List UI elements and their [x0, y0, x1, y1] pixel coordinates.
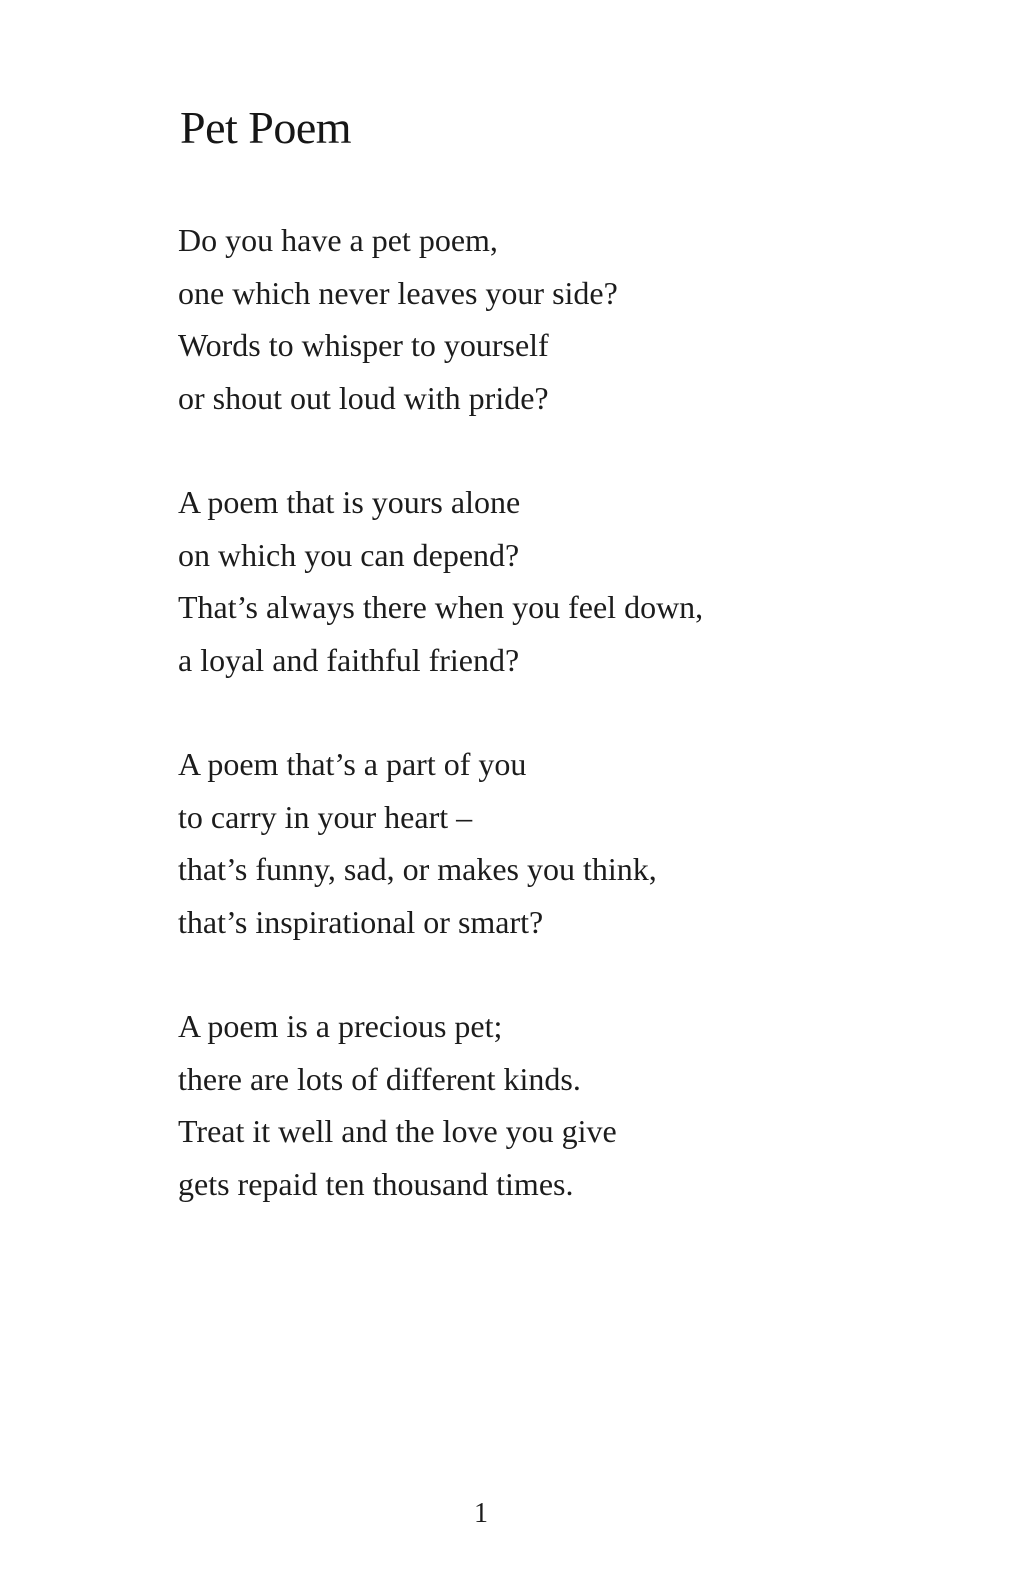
stanza-1	[178, 214, 618, 424]
stanza-3	[178, 738, 657, 948]
poem-line: that’s funny, sad, or makes you think,	[178, 851, 657, 887]
poem-line: on which you can depend?	[178, 536, 520, 573]
poem-line: there are lots of different kinds.	[178, 1060, 581, 1097]
poem-line: to carry in your heart –	[178, 798, 473, 835]
poem-title: Pet Poem	[180, 102, 352, 153]
poem-line: one which never leaves your side?	[178, 274, 618, 311]
poem-line: Words to whisper to yourself	[178, 327, 549, 363]
stanza-4	[178, 1000, 617, 1210]
page-number: 1	[474, 1498, 488, 1529]
stanza-2	[178, 476, 703, 686]
poem-line: gets repaid ten thousand times.	[178, 1165, 574, 1202]
poem-line: Do you have a pet poem,	[178, 222, 498, 258]
poem-line: a loyal and faithful friend?	[178, 641, 520, 678]
poem-line: A poem is a precious pet;	[178, 1008, 503, 1044]
poem-line: That’s always there when you feel down,	[178, 589, 704, 625]
poem-line: or shout out loud with pride?	[178, 379, 549, 416]
poem-line: A poem that is yours alone	[178, 484, 521, 520]
poem-line: that’s inspirational or smart?	[178, 903, 544, 940]
poem-line: Treat it well and the love you give	[178, 1113, 617, 1149]
poem-line: A poem that’s a part of you	[178, 746, 527, 782]
